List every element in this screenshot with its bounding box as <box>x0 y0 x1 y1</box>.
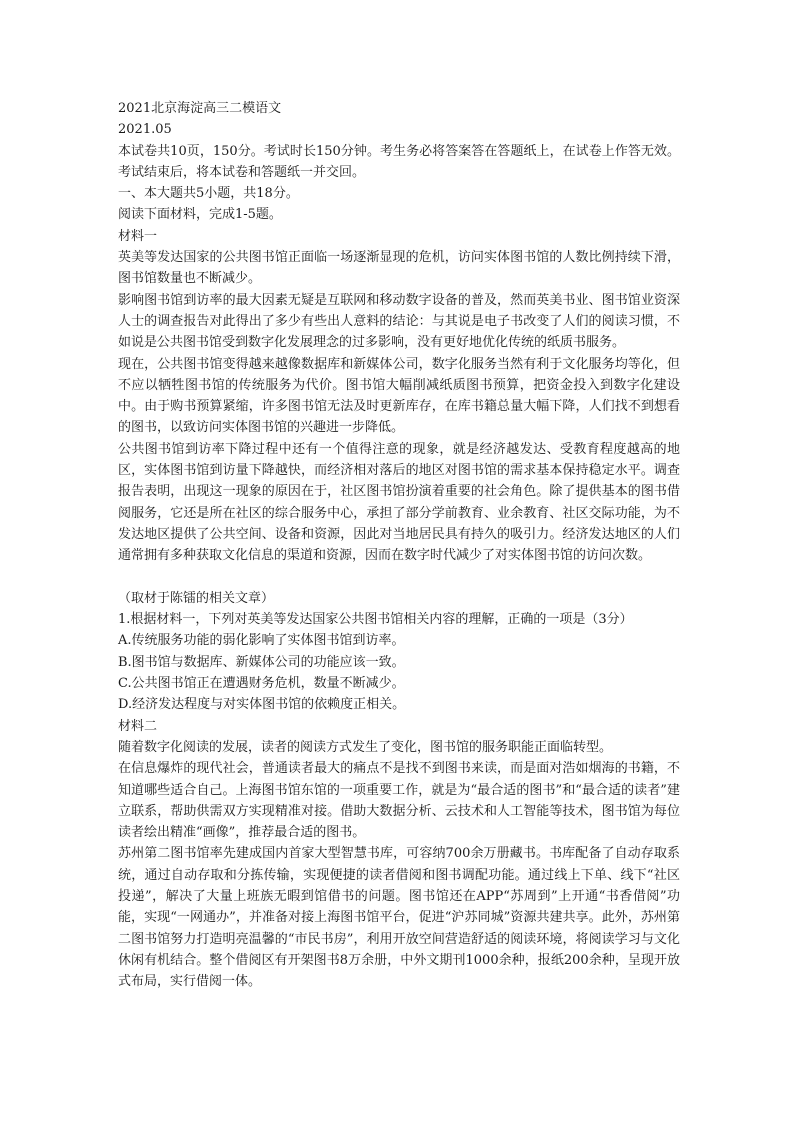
exam-date: 2021.05 <box>118 122 172 138</box>
section-heading: 一、本大题共5小题，共18分。 <box>118 186 299 202</box>
section-direction: 阅读下面材料，完成1-5题。 <box>118 207 282 223</box>
question1-option-c: C.公共图书馆正在遭遇财务危机，数量不断减少。 <box>118 676 405 692</box>
exam-title: 2021北京海淀高三二模语文 <box>118 101 282 116</box>
question1-option-a: A.传统服务功能的弱化影响了实体图书馆到访率。 <box>118 633 405 649</box>
material1-paragraph: 英美等发达国家的公共图书馆正面临一场逐渐显现的危机，访问实体图书馆的人数比例持续下滑，图书馆数量也不断减少。 <box>118 250 680 287</box>
exam-page <box>118 98 680 992</box>
material2-paragraph: 苏州第二图书馆率先建成国内首家大型智慧书库，可容纳700余万册藏书。书库配备了自动存取系统，通过自动存取和分拣传输，实现便捷的读者借阅和图书调配功能。通过线上下单、线下“社区投递”，解决了大量上班族无暇到馆借书的问题。图书馆还在APP“苏周到”上开通“书香借阅”功能，实现“一网通办”，并准备对接上海图书馆平台，促进“沪苏同城”资源共建共享。此外，苏州第二图书馆努力打造明亮温馨的“市民书房”，利用开放空间营造舒适的阅读环境，将阅读学习与文化休闲有机结合。整个借阅区有开架图书8万余册，中外文期刊1000余种，报纸200余种，呈现开放式布局，实行借阅一体。 <box>118 846 680 990</box>
material2-paragraph: 在信息爆炸的现代社会，普通读者最大的痛点不是找不到图书来读，而是面对浩如烟海的书籍，不知道哪些适合自己。上海图书馆东馆的一项重要工作，就是为“最合适的图书”和“最合适的读者”建立联系，帮助供需双方实现精准对接。借助大数据分析、云技术和人工智能等技术，图书馆为每位读者绘出精准“画像”，推荐最合适的图书。 <box>118 761 680 841</box>
material1-source: （取材于陈镭的相关文章） <box>118 590 275 606</box>
exam-instructions: 本试卷共10页，150分。考试时长150分钟。考生务必将答案答在答题纸上，在试卷上作答无效。考试结束后，将本试卷和答题纸一并交回。 <box>118 143 680 180</box>
material1-label: 材料一 <box>118 228 158 244</box>
blank-line <box>118 567 680 588</box>
material2-label: 材料二 <box>118 718 158 734</box>
material1-paragraph: 现在，公共图书馆变得越来越像数据库和新媒体公司，数字化服务当然有利于文化服务均等化，但不应以牺牲图书馆的传统服务为代价。图书馆大幅削减纸质图书预算，把资金投入到数字化建设中。由于购书预算紧缩，许多图书馆无法及时更新库存，在库书籍总量大幅下降，人们找不到想看的图书，以致访问实体图书馆的兴趣进一步降低。 <box>118 356 680 436</box>
question1-stem: 1.根据材料一，下列对英美等发达国家公共图书馆相关内容的理解，正确的一项是（3分） <box>118 612 633 628</box>
material1-paragraph: 公共图书馆到访率下降过程中还有一个值得注意的现象，就是经济越发达、受教育程度越高的地区，实体图书馆到访量下降越快，而经济相对落后的地区对图书馆的需求基本保持稳定水平。调查报告表明，出现这一现象的原因在于，社区图书馆扮演着重要的社会角色。除了提供基本的图书借阅服务，它还是所在社区的综合服务中心，承担了部分学前教育、业余教育、社区交际功能，为不发达地区提供了公共空间、设备和资源，因此对当地居民具有持久的吸引力。经济发达地区的人们通常拥有多种获取文化信息的渠道和资源，因而在数字时代减少了对实体图书馆的访问次数。 <box>118 441 680 564</box>
material2-paragraph: 随着数字化阅读的发展，读者的阅读方式发生了变化，图书馆的服务职能正面临转型。 <box>118 739 613 755</box>
material1-paragraph: 影响图书馆到访率的最大因素无疑是互联网和移动数字设备的普及，然而英美书业、图书馆业资深人士的调查报告对此得出了多少有些出人意料的结论：与其说是电子书改变了人们的阅读习惯，不如说是公共图书馆受到数字化发展理念的过多影响，没有更好地优化传统的纸质书服务。 <box>118 292 680 351</box>
question1-option-d: D.经济发达程度与对实体图书馆的依赖度正相关。 <box>118 697 406 713</box>
question1-option-b: B.图书馆与数据库、新媒体公司的功能应该一致。 <box>118 654 405 670</box>
